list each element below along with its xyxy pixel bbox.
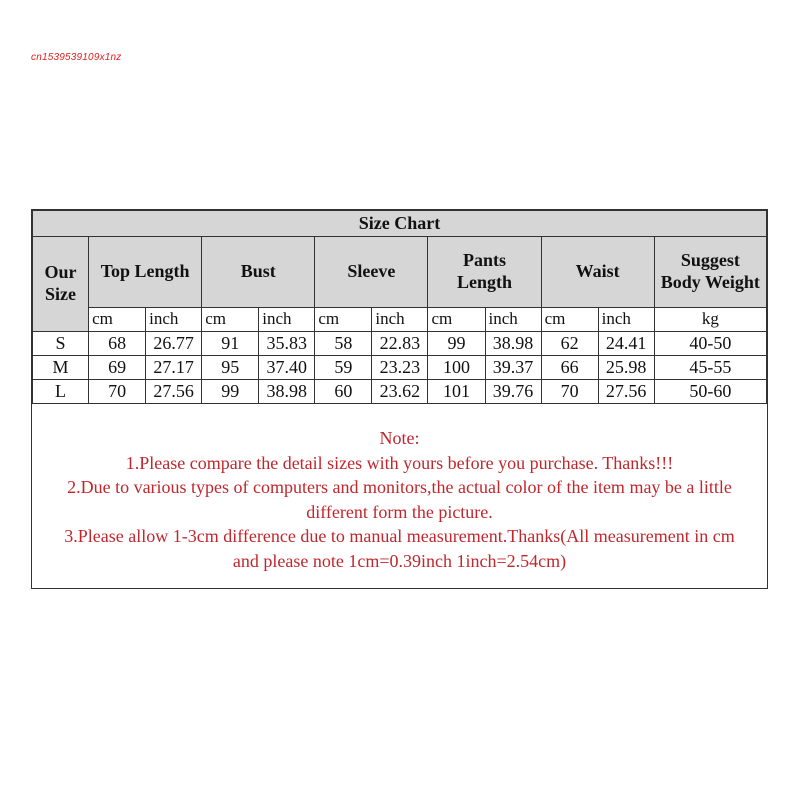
cell-top-inch: 26.77	[146, 332, 202, 356]
cell-pants-cm: 101	[428, 380, 485, 404]
size-chart	[31, 209, 768, 589]
cell-bust-cm: 91	[202, 332, 259, 356]
header-suggest-weight: Suggest Body Weight	[654, 237, 766, 308]
unit-inch: inch	[259, 308, 315, 332]
size-chart-table	[32, 210, 767, 404]
unit-cm: cm	[428, 308, 485, 332]
cell-waist-inch: 27.56	[598, 380, 654, 404]
header-sleeve: Sleeve	[315, 237, 428, 308]
cell-pants-cm: 100	[428, 356, 485, 380]
unit-inch: inch	[372, 308, 428, 332]
header-waist: Waist	[541, 237, 654, 308]
cell-waist-inch: 24.41	[598, 332, 654, 356]
cell-sleeve-cm: 60	[315, 380, 372, 404]
cell-waist-cm: 66	[541, 356, 598, 380]
watermark-text: cn1539539109x1nz	[31, 52, 122, 63]
unit-cm: cm	[315, 308, 372, 332]
note-line-3b: and please note 1cm=0.39inch 1inch=2.54cm)	[232, 550, 567, 571]
note-line-3a: 3.Please allow 1-3cm difference due to manual measurement.Thanks(All measurement in cm	[64, 526, 735, 546]
unit-cm: cm	[541, 308, 598, 332]
cell-bust-inch: 37.40	[259, 356, 315, 380]
table-row	[33, 332, 767, 356]
cell-weight: 40-50	[654, 332, 766, 356]
table-row	[33, 356, 767, 380]
unit-inch: inch	[598, 308, 654, 332]
header-top-length: Top Length	[89, 237, 202, 308]
unit-cm: cm	[89, 308, 146, 332]
notes-section	[32, 408, 767, 588]
unit-cm: cm	[202, 308, 259, 332]
cell-bust-inch: 35.83	[259, 332, 315, 356]
cell-sleeve-inch: 23.23	[372, 356, 428, 380]
cell-sleeve-cm: 58	[315, 332, 372, 356]
cell-weight: 50-60	[654, 380, 766, 404]
unit-inch: inch	[146, 308, 202, 332]
cell-waist-inch: 25.98	[598, 356, 654, 380]
cell-waist-cm: 62	[541, 332, 598, 356]
cell-top-cm: 70	[89, 380, 146, 404]
cell-top-cm: 69	[89, 356, 146, 380]
header-pants-length: Pants Length	[428, 237, 541, 308]
cell-pants-inch: 39.37	[485, 356, 541, 380]
cell-pants-cm: 99	[428, 332, 485, 356]
cell-bust-inch: 38.98	[259, 380, 315, 404]
cell-top-cm: 68	[89, 332, 146, 356]
cell-size: M	[33, 356, 89, 380]
cell-sleeve-inch: 22.83	[372, 332, 428, 356]
cell-size: L	[33, 380, 89, 404]
cell-pants-inch: 38.98	[485, 332, 541, 356]
note-heading: Note:	[379, 428, 420, 448]
unit-inch: inch	[485, 308, 541, 332]
cell-weight: 45-55	[654, 356, 766, 380]
cell-bust-cm: 99	[202, 380, 259, 404]
table-row	[33, 380, 767, 404]
cell-size: S	[33, 332, 89, 356]
chart-title: Size Chart	[33, 211, 767, 237]
cell-waist-cm: 70	[541, 380, 598, 404]
note-line-2a: 2.Due to various types of computers and monitors,the actual color of the item may be a little	[67, 477, 732, 497]
note-line-2b: different form the picture.	[306, 501, 493, 522]
header-bust: Bust	[202, 237, 315, 308]
cell-bust-cm: 95	[202, 356, 259, 380]
cell-top-inch: 27.56	[146, 380, 202, 404]
cell-sleeve-cm: 59	[315, 356, 372, 380]
header-our-size: Our Size	[33, 237, 89, 332]
cell-pants-inch: 39.76	[485, 380, 541, 404]
note-line-1: 1.Please compare the detail sizes with yours before you purchase. Thanks!!!	[125, 452, 674, 473]
cell-sleeve-inch: 23.62	[372, 380, 428, 404]
unit-kg: kg	[654, 308, 766, 332]
cell-top-inch: 27.17	[146, 356, 202, 380]
